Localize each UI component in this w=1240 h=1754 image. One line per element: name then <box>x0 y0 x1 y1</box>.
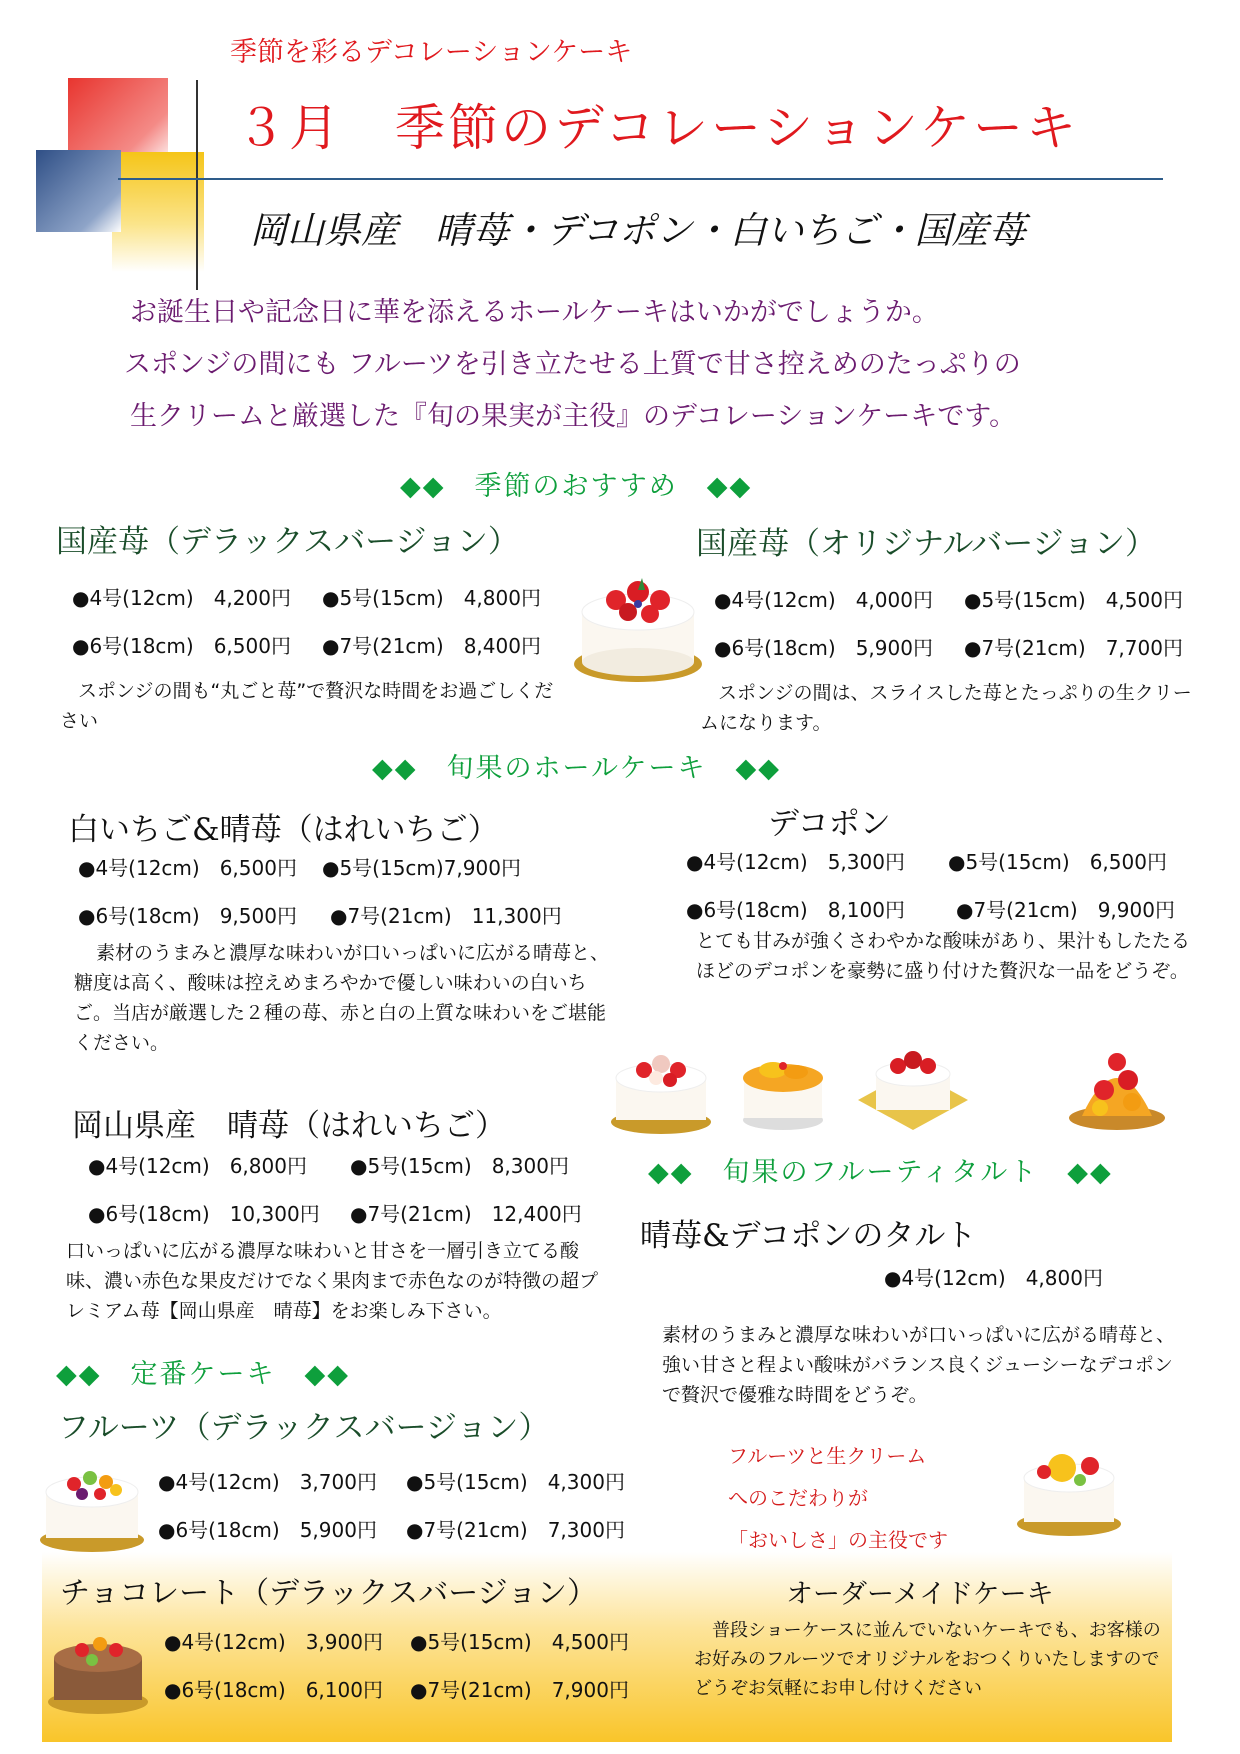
price-dekopon-4: ●4号(12cm) 5,300円 <box>686 850 905 874</box>
price-okayama-hare-6: ●6号(18cm) 10,300円 <box>88 1202 320 1226</box>
section-heading-standard: ◆◆ 定番ケーキ ◆◆ <box>56 1359 351 1390</box>
desc-kokusan-deluxe: スポンジの間も“丸ごと苺”で贅沢な時間をお過ごしください <box>60 680 554 732</box>
price-choco-4: ●4号(12cm) 3,900円 <box>164 1630 383 1654</box>
cake-image-shiro <box>606 1036 716 1136</box>
desc-okayama-hare: 口いっぱいに広がる濃厚な味わいと甘さを一層引き立てる酸味、濃い赤色な果皮だけでなく果肉まで赤色なのが特徴の超プレミアム苺【岡山県産 晴苺】をお楽しみ下さい。 <box>66 1240 599 1322</box>
price-kokusan-deluxe-7: ●7号(21cm) 8,400円 <box>322 634 541 658</box>
price-shiro-hare-4: ●4号(12cm) 6,500円 <box>78 856 297 880</box>
cake-image-order <box>1010 1432 1128 1540</box>
intro-line-3: 生クリームと厳選した『旬の果実が主役』のデコレーションケーキです。 <box>130 401 1017 432</box>
price-fruit-4: ●4号(12cm) 3,700円 <box>158 1470 377 1494</box>
desc-kokusan-original: スポンジの間は、スライスした苺とたっぷりの生クリームになります。 <box>700 682 1192 734</box>
cake-image-tart <box>1062 1020 1172 1136</box>
price-fruit-6: ●6号(18cm) 5,900円 <box>158 1518 377 1542</box>
cake-image-strawberry <box>568 560 708 685</box>
item-name-kokusan-original: 国産苺（オリジナルバージョン） <box>696 526 1157 562</box>
price-kokusan-deluxe-5: ●5号(15cm) 4,800円 <box>322 586 541 610</box>
item-name-tart: 晴苺&デコポンのタルト <box>640 1218 977 1254</box>
price-kokusan-original-4: ●4号(12cm) 4,000円 <box>714 588 933 612</box>
intro-line-1: お誕生日や記念日に華を添えるホールケーキはいかがでしょうか。 <box>130 297 939 328</box>
price-okayama-hare-5: ●5号(15cm) 8,300円 <box>350 1154 569 1178</box>
page-title: ３月 季節のデコレーションケーキ <box>236 99 1079 157</box>
promo-line-2: へのこだわりが <box>728 1486 868 1510</box>
decor-vertical-line <box>196 80 198 290</box>
item-name-kokusan-deluxe: 国産苺（デラックスバージョン） <box>56 524 519 560</box>
price-okayama-hare-7: ●7号(21cm) 12,400円 <box>350 1202 582 1226</box>
item-name-shiro-hare: 白いちご&晴苺（はれいちご） <box>68 812 499 848</box>
price-dekopon-6: ●6号(18cm) 8,100円 <box>686 898 905 922</box>
cake-image-hare <box>848 1030 978 1136</box>
desc-shiro-hare: 素材のうまみと濃厚な味わいが口いっぱいに広がる晴苺と、糖度は高く、酸味は控えめまろやかで優しい味わいの白いちご。当店が厳選した２種の苺、赤と白の上質な味わいをご堪能ください。 <box>74 942 610 1054</box>
cake-image-chocolate <box>44 1618 152 1718</box>
price-kokusan-deluxe-4: ●4号(12cm) 4,200円 <box>72 586 291 610</box>
section-heading-tart: ◆◆ 旬果のフルーティタルト ◆◆ <box>648 1157 1113 1188</box>
section-heading-seasonal: ◆◆ 季節のおすすめ ◆◆ <box>400 471 753 502</box>
order-desc: 普段ショーケースに並んでいないケーキでも、お客様のお好みのフルーツでオリジナルをおつくりいたしますのでどうぞお気軽にお申し付けください <box>694 1620 1161 1699</box>
intro-line-2: スポンジの間にも フルーツを引き立たせる上質で甘さ控えめのたっぷりの <box>124 349 1021 380</box>
price-shiro-hare-6: ●6号(18cm) 9,500円 <box>78 904 297 928</box>
price-choco-6: ●6号(18cm) 6,100円 <box>164 1678 383 1702</box>
promo-line-1: フルーツと生クリーム <box>728 1444 927 1468</box>
price-kokusan-original-5: ●5号(15cm) 4,500円 <box>964 588 1183 612</box>
promo-line-3: 「おいしさ」の主役です <box>728 1528 948 1552</box>
decor-horizontal-line <box>118 178 1163 180</box>
desc-dekopon: とても甘みが強くさわやかな酸味があり、果汁もしたたるほどのデコポンを豪勢に盛り付けた贅沢な一品をどうぞ。 <box>696 930 1191 982</box>
cake-image-dekopon <box>728 1036 838 1136</box>
price-kokusan-original-7: ●7号(21cm) 7,700円 <box>964 636 1183 660</box>
price-choco-5: ●5号(15cm) 4,500円 <box>410 1630 629 1654</box>
decor-square-blue <box>36 150 121 232</box>
price-tart-4: ●4号(12cm) 4,800円 <box>884 1266 1103 1290</box>
decor-square-yellow <box>112 152 204 272</box>
item-name-okayama-hare: 岡山県産 晴苺（はれいちご） <box>72 1108 506 1144</box>
price-okayama-hare-4: ●4号(12cm) 6,800円 <box>88 1154 307 1178</box>
price-dekopon-5: ●5号(15cm) 6,500円 <box>948 850 1167 874</box>
price-kokusan-deluxe-6: ●6号(18cm) 6,500円 <box>72 634 291 658</box>
price-shiro-hare-7: ●7号(21cm) 11,300円 <box>330 904 562 928</box>
header-tagline: 季節を彩るデコレーションケーキ <box>230 37 633 68</box>
item-name-choco-deluxe: チョコレート（デラックスバージョン） <box>60 1576 597 1611</box>
price-fruit-7: ●7号(21cm) 7,300円 <box>406 1518 625 1542</box>
item-name-dekopon: デコポン <box>768 806 891 842</box>
item-name-fruit-deluxe: フルーツ（デラックスバージョン） <box>58 1410 550 1446</box>
page-subtitle: 岡山県産 晴苺・デコポン・白いちご・国産苺 <box>250 209 1026 252</box>
order-title: オーダーメイドケーキ <box>786 1579 1054 1610</box>
cake-image-fruit <box>36 1452 148 1556</box>
price-kokusan-original-6: ●6号(18cm) 5,900円 <box>714 636 933 660</box>
price-shiro-hare-5: ●5号(15cm)7,900円 <box>322 856 521 880</box>
section-heading-whole: ◆◆ 旬果のホールケーキ ◆◆ <box>372 753 781 784</box>
price-dekopon-7: ●7号(21cm) 9,900円 <box>956 898 1175 922</box>
price-fruit-5: ●5号(15cm) 4,300円 <box>406 1470 625 1494</box>
price-choco-7: ●7号(21cm) 7,900円 <box>410 1678 629 1702</box>
desc-tart: 素材のうまみと濃厚な味わいが口いっぱいに広がる晴苺と、強い甘さと程よい酸味がバランス良くジューシーなデコポンで贅沢で優雅な時間をどうぞ。 <box>662 1324 1176 1406</box>
